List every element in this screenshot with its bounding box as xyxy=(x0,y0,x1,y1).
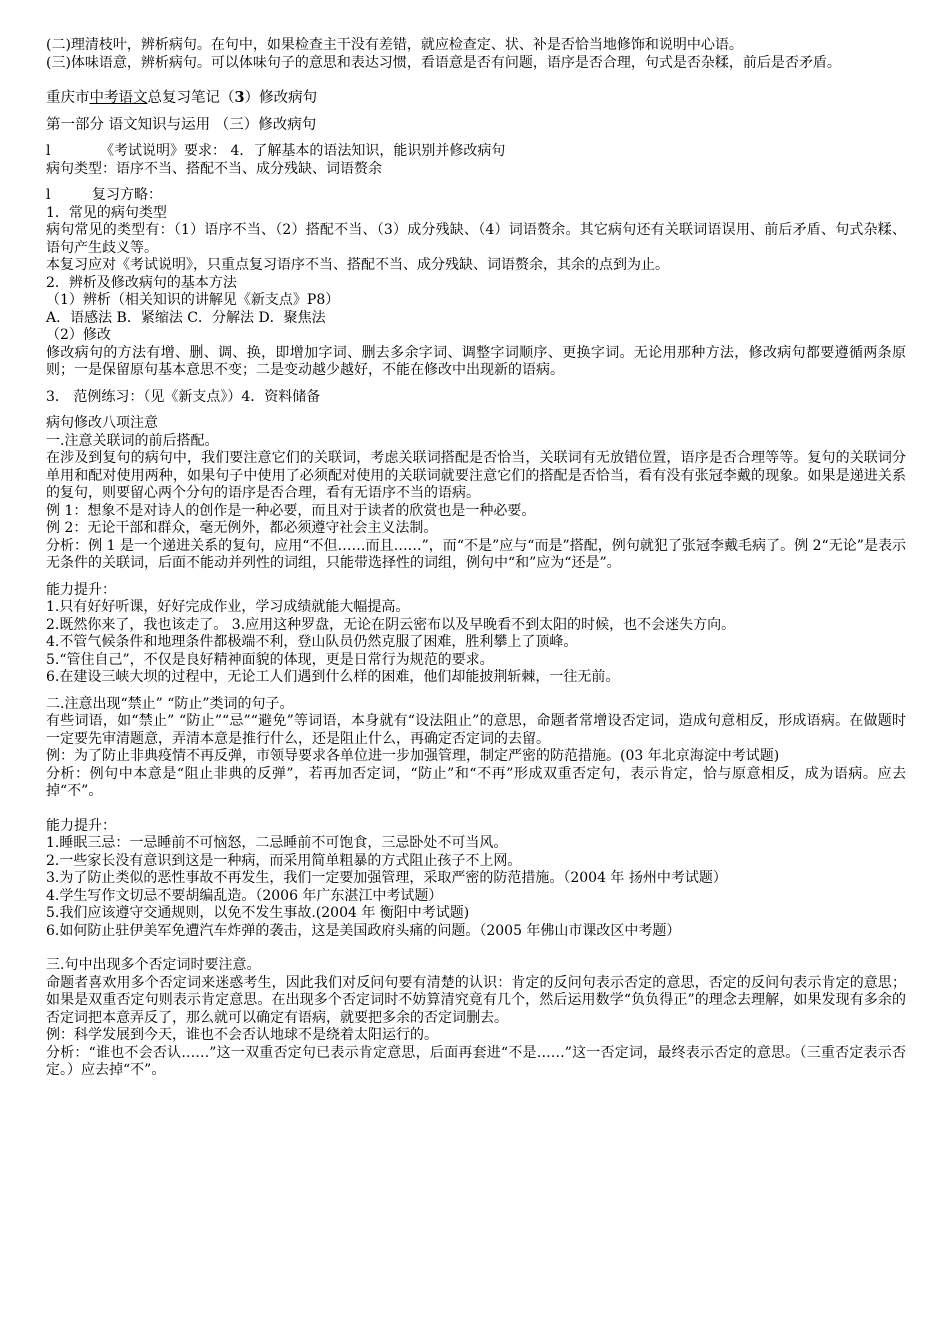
practice-item: 4.学生写作文切忌不要胡编乱造。（2006 年广东湛江中考试题） xyxy=(46,887,443,904)
note-3-example: 例：科学发展到今天，谁也不会否认地球不是绕着太阳运行的。 xyxy=(46,1027,438,1043)
practice-item: 1.睡眠三忌：一忌睡前不可恼怒，二忌睡前不可饱食，三忌卧处不可当风。 xyxy=(46,835,508,851)
heading-number: 3 xyxy=(234,89,245,106)
keyword-link[interactable]: 中考语文 xyxy=(89,90,148,106)
document-page xyxy=(46,37,906,1080)
bullet-marker: l xyxy=(46,143,51,159)
note-3-body: 命题者喜欢用多个否定词来迷惑考生，因此我们对反问句要有清楚的认识：肯定的反问句表示否定的意思，否定的反问句表示肯定的意思；如果是双重否定句则表示肯定意思。在出现多个否定词时不妨算清究竟有几个，然后运用数学“负负得正”的理念去理解，如果发现有多余的否定词把本意弄反了，那么就可以确定有语病，就要把多余的否定词删去。 xyxy=(46,974,906,1026)
intro-paragraph-3: (三)体味语意，辨析病句。可以体味句子的意思和表达习惯，看语意是否有问题，语序是否合理，句式是否杂糅，前后是否矛盾。 xyxy=(46,54,841,71)
practice-item: 4.不管气候条件和地理条件都极端不利，登山队员仍然克服了困难，胜利攀上了顶峰。 xyxy=(46,634,578,650)
notes-title: 病句修改八项注意 xyxy=(46,415,158,431)
note-1-example-1: 例 1：想象不是对诗人的创作是一种必要，而且对于读者的欣赏也是一种必要。 xyxy=(46,502,536,519)
part-title: 第一部分 语文知识与运用 （三）修改病句 xyxy=(46,116,317,133)
bullet-marker: l xyxy=(46,187,51,203)
practice-item: 2.一些家长没有意识到这是一种病，而采用简单粗暴的方式阻止孩子不上网。 xyxy=(46,852,522,869)
sentence-types: 病句类型：语序不当、搭配不当、成分残缺、词语赘余 xyxy=(46,160,382,177)
note-1-analysis: 分析：例 1 是一个递进关系的复句，应用“不但……而且……”，而“不是”应与“而是”搭配，例句就犯了张冠李戴毛病了。例 2“无论”是表示无条件的关联词，后面不能动并列性的词组，只能带选择性的词组，例句中“和”应为“还是”。 xyxy=(46,537,906,571)
section-2-title: 2．辨析及修改病句的基本方法 xyxy=(46,274,237,291)
practice-item: 6.在建设三峡大坝的过程中，无论工人们遇到什么样的困难，他们却能披荆斩棘，一往无前。 xyxy=(46,669,620,685)
practice-item: 5.我们应该遵守交通规则，以免不发生事故.(2004 年 衡阳中考试题) xyxy=(46,905,470,921)
section-2-text: 修改病句的方法有增、删、调、换，即增加字词、删去多余字词、调整字词顺序、更换字词。无论用那种方法，修改病句都要遵循两条原则；一是保留原句基本意思不变；二是变动越少越好，不能在修改中出现新的语病。 xyxy=(46,344,906,378)
practice-title: 能力提升： xyxy=(46,817,116,834)
practice-item: 2.既然你来了，我也该走了。 3.应用这种罗盘，无论在阴云密布以及早晚看不到太阳的时候，也不会迷失方向。 xyxy=(46,616,736,633)
heading-prefix: 重庆市 xyxy=(46,90,90,106)
practice-item: 6.如何防止驻伊美军免遭汽车炸弹的袭击，这是美国政府头痛的问题。（2005 年佛山市课改区中考题） xyxy=(46,922,681,939)
practice-title: 能力提升： xyxy=(46,581,116,598)
heading-suffix: ）修改病句 xyxy=(244,90,318,106)
section-1-text: 病句常见的类型有：（1）语序不当、（2）搭配不当、（3）成分残缺、（4）词语赘余。其它病句还有关联词语误用、前后矛盾、句式杂糅、语句产生歧义等。 xyxy=(46,222,906,256)
note-2-heading: 二.注意出现“禁止” “防止”类词的句子。 xyxy=(46,695,294,712)
practice-item: 5.“管住自己”，不仅是良好精神面貌的体现，更是日常行为规范的要求。 xyxy=(46,651,494,668)
note-2-example: 例：为了防止非典疫情不再反弹，市领导要求各单位进一步加强管理，制定严密的防范措施。(03 年北京海淀中考试题) xyxy=(46,748,780,764)
section-2-modify: （2）修改 xyxy=(46,327,111,343)
note-2-body: 有些词语，如“禁止” “防止”“忌”“避免”等词语，本身就有“设法阻止”的意思，命题者常增设否定词，造成句意相反，形成语病。在做题时一定要先审清题意，弄清本意是推行什么，还是阻止什么，再确定否定词的去留。 xyxy=(46,713,906,747)
section-3-line: 3． 范例练习：（见《新支点》）4．资料储备 xyxy=(46,388,321,405)
note-1-example-2: 例 2：无论干部和群众，毫无例外，都必须遵守社会主义法制。 xyxy=(46,520,438,536)
intro-paragraph-2: (二)理清枝叶，辨析病句。在句中，如果检查主干没有差错，就应检查定、状、补是否恰当地修饰和说明中心语。 xyxy=(46,37,743,53)
note-1-heading: 一.注意关联词的前后搭配。 xyxy=(46,432,219,449)
requirement-text: 《考试说明》要求： 4．了解基本的语法知识，能识别并修改病句 xyxy=(100,143,506,159)
section-1-title: 1．常见的病句类型 xyxy=(46,204,167,221)
note-1-body: 在涉及到复句的病句中，我们要注意它们的关联词，考虑关联词搭配是否恰当，关联词有无放错位置，语序是否合理等等。复句的关联词分单用和配对使用两种，如果句子中使用了必须配对使用的关联词就要注意它们的搭配是否恰当，看有没有张冠李戴的现象。如果是递进关系的复句，则要留心两个分句的语序是否合理，看有无语序不当的语病。 xyxy=(46,450,906,501)
practice-item: 3.为了防止类似的恶性事故不再发生，我们一定要加强管理，采取严密的防范措施。（2004 年 扬州中考试题） xyxy=(46,870,727,886)
note-3-heading: 三.句中出现多个否定词时要注意。 xyxy=(46,957,261,973)
requirement-line xyxy=(46,143,906,161)
notes-heading xyxy=(46,89,906,108)
section-2-analysis: （1）辨析（相关知识的讲解见《新支点》P8） xyxy=(46,292,340,308)
strategy-title: 复习方略： xyxy=(92,187,162,203)
section-2-methods: A．语感法 B．紧缩法 C．分解法 D．聚焦法 xyxy=(46,309,326,326)
practice-item: 1.只有好好听课，好好完成作业，学习成绩就能大幅提高。 xyxy=(46,599,410,615)
strategy-title-line xyxy=(46,187,906,205)
heading-middle: 总复习笔记（ xyxy=(147,90,235,106)
section-1-note: 本复习应对《考试说明》，只重点复习语序不当、搭配不当、成分残缺、词语赘余，其余的点到为止。 xyxy=(46,257,669,273)
note-3-analysis: 分析：“谁也不会否认……”这一双重否定句已表示肯定意思，后面再套进“不是……”这一否定词，最终表示否定的意思。（三重否定表示否定。）应去掉“不”。 xyxy=(46,1044,906,1078)
note-2-analysis: 分析：例句中本意是“阻止非典的反弹”，若再加否定词，“防止”和“不再”形成双重否定句，表示肯定，恰与原意相反，成为语病。应去掉“不”。 xyxy=(46,765,906,799)
